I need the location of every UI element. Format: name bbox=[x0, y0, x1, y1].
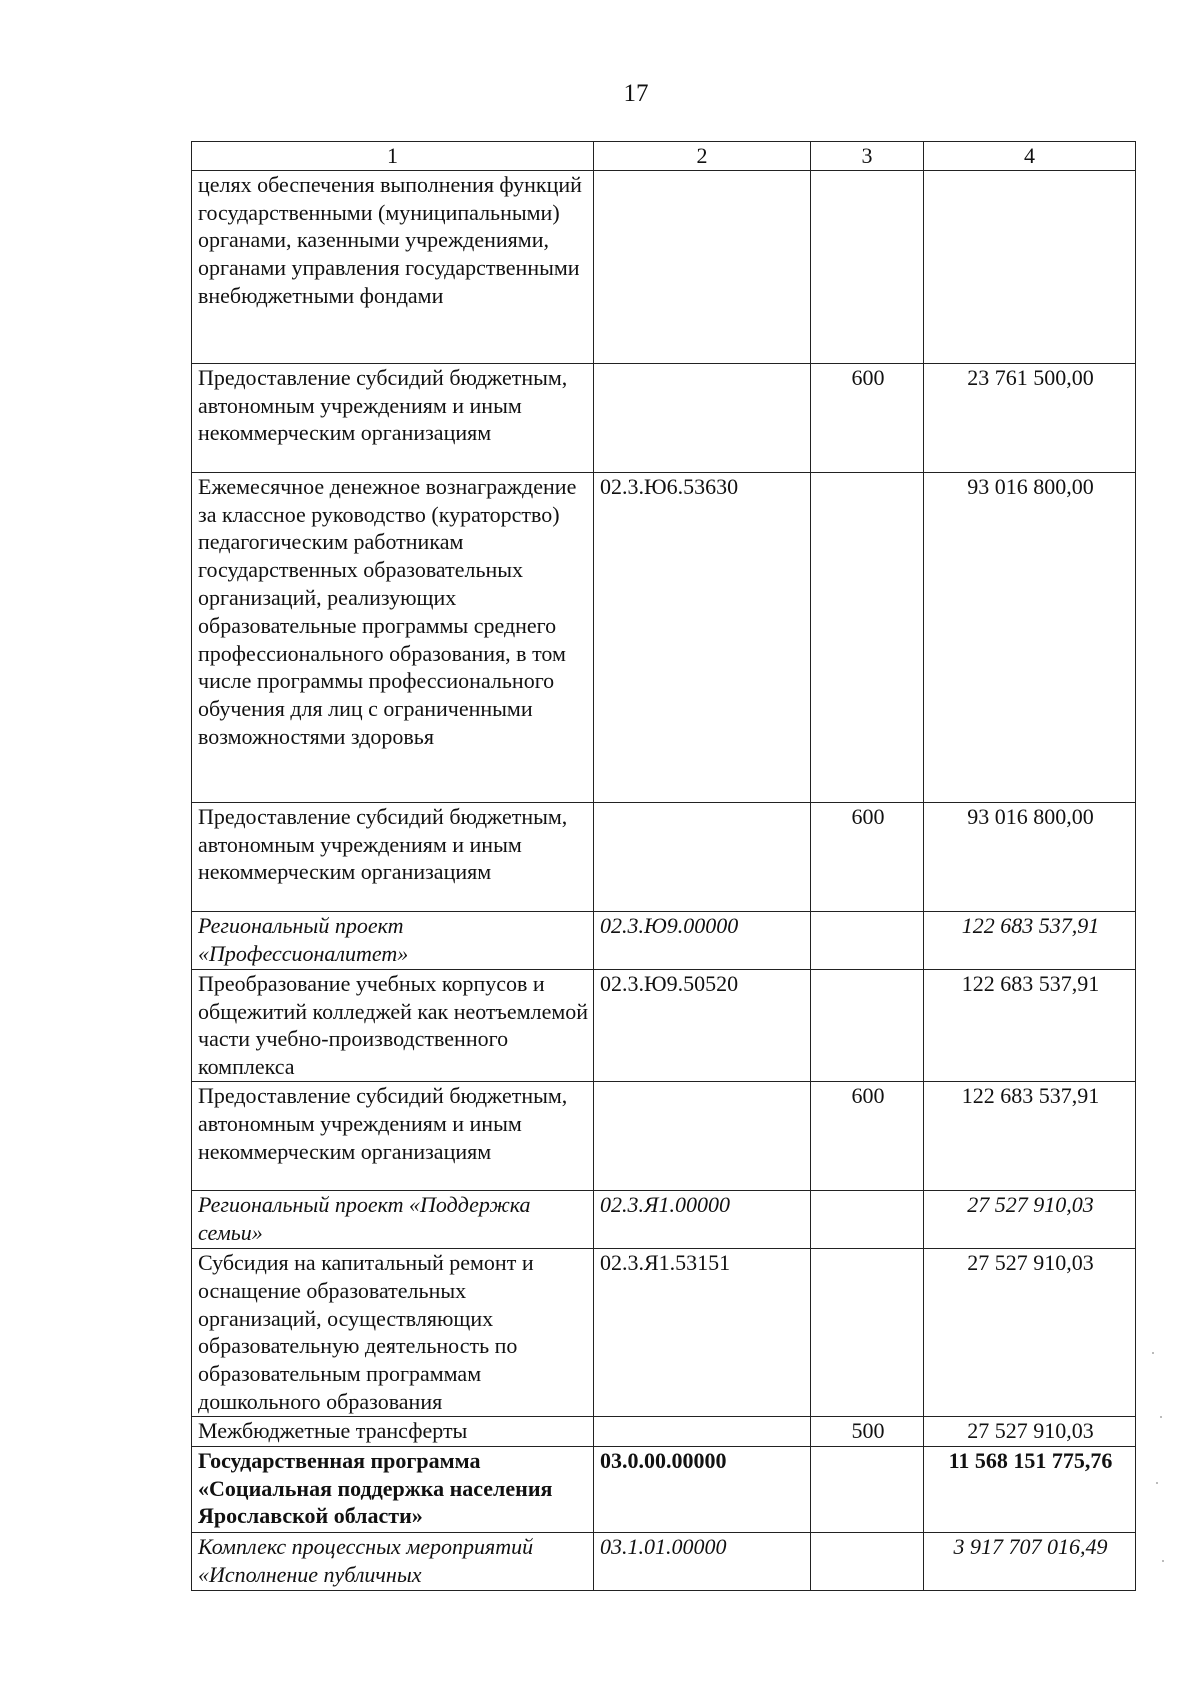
row-amount-cell: 122 683 537,91 bbox=[924, 1081, 1136, 1190]
scan-speck bbox=[1162, 1560, 1164, 1562]
row-name-cell: Региональный проект «Поддержка семьи» bbox=[192, 1190, 594, 1248]
table-row bbox=[192, 363, 1136, 472]
table-row bbox=[192, 170, 1136, 363]
row-name-cell: Субсидия на капитальный ремонт и оснащение образовательных организаций, осуществляющих образовательную деятельность по образовательным программам дошкольного образования bbox=[192, 1248, 594, 1416]
column-header-4: 4 bbox=[924, 142, 1136, 171]
scan-speck bbox=[1152, 1352, 1154, 1354]
table-row bbox=[192, 1532, 1136, 1590]
row-name-cell: Преобразование учебных корпусов и общежитий колледжей как неотъемлемой части учебно-производственного комплекса bbox=[192, 969, 594, 1081]
row-name-cell: целях обеспечения выполнения функций государственными (муниципальными) органами, казенными учреждениями, органами управления государственными внебюджетными фондами bbox=[192, 170, 594, 363]
row-name-cell: Государственная программа «Социальная поддержка населения Ярославской области» bbox=[192, 1446, 594, 1532]
row-name-cell: Предоставление субсидий бюджетным, автономным учреждениям и иным некоммерческим организациям bbox=[192, 1081, 594, 1190]
row-name-cell: Предоставление субсидий бюджетным, автономным учреждениям и иным некоммерческим организациям bbox=[192, 802, 594, 911]
scan-speck bbox=[1160, 1416, 1162, 1418]
table-row bbox=[192, 1081, 1136, 1190]
scan-speck bbox=[1156, 1482, 1158, 1484]
row-code-cell: 02.3.Я1.00000 bbox=[594, 1190, 811, 1248]
row-amount-cell: 27 527 910,03 bbox=[924, 1190, 1136, 1248]
column-header-2: 2 bbox=[594, 142, 811, 171]
table-row bbox=[192, 1190, 1136, 1248]
budget-table-body bbox=[192, 142, 1136, 1591]
column-header-3: 3 bbox=[811, 142, 924, 171]
row-name-cell: Предоставление субсидий бюджетным, автономным учреждениям и иным некоммерческим организациям bbox=[192, 363, 594, 472]
row-expense-type-cell bbox=[811, 170, 924, 363]
row-code-cell bbox=[594, 1081, 811, 1190]
budget-table bbox=[191, 141, 1136, 1591]
row-expense-type-cell bbox=[811, 1190, 924, 1248]
row-code-cell bbox=[594, 363, 811, 472]
row-amount-cell: 3 917 707 016,49 bbox=[924, 1532, 1136, 1590]
row-expense-type-cell bbox=[811, 472, 924, 802]
row-amount-cell: 93 016 800,00 bbox=[924, 472, 1136, 802]
row-name-cell: Региональный проект «Профессионалитет» bbox=[192, 911, 594, 969]
column-number-header-row bbox=[192, 142, 1136, 171]
table-row bbox=[192, 1446, 1136, 1532]
row-expense-type-cell: 600 bbox=[811, 802, 924, 911]
row-amount-cell: 122 683 537,91 bbox=[924, 911, 1136, 969]
row-code-cell: 03.1.01.00000 bbox=[594, 1532, 811, 1590]
row-name-cell: Комплекс процессных мероприятий «Исполнение публичных bbox=[192, 1532, 594, 1590]
row-code-cell bbox=[594, 802, 811, 911]
row-name-cell: Межбюджетные трансферты bbox=[192, 1416, 594, 1446]
table-row bbox=[192, 969, 1136, 1081]
column-header-1: 1 bbox=[192, 142, 594, 171]
row-code-cell: 02.3.Ю9.50520 bbox=[594, 969, 811, 1081]
row-expense-type-cell bbox=[811, 1248, 924, 1416]
row-name-cell: Ежемесячное денежное вознаграждение за классное руководство (кураторство) педагогическим работникам государственных образовательных организаций, реализующих образовательные программы среднего профессионального образования, в том числе программы профессионального обучения для лиц с ограниченными возможностями здоровья bbox=[192, 472, 594, 802]
row-expense-type-cell bbox=[811, 969, 924, 1081]
row-amount-cell: 27 527 910,03 bbox=[924, 1416, 1136, 1446]
table-row bbox=[192, 1248, 1136, 1416]
row-expense-type-cell bbox=[811, 911, 924, 969]
row-code-cell bbox=[594, 170, 811, 363]
row-expense-type-cell: 500 bbox=[811, 1416, 924, 1446]
row-expense-type-cell bbox=[811, 1532, 924, 1590]
row-code-cell bbox=[594, 1416, 811, 1446]
table-row bbox=[192, 802, 1136, 911]
row-amount-cell: 27 527 910,03 bbox=[924, 1248, 1136, 1416]
row-code-cell: 02.3.Я1.53151 bbox=[594, 1248, 811, 1416]
row-expense-type-cell: 600 bbox=[811, 1081, 924, 1190]
row-expense-type-cell: 600 bbox=[811, 363, 924, 472]
row-expense-type-cell bbox=[811, 1446, 924, 1532]
page-number: 17 bbox=[623, 80, 649, 107]
row-code-cell: 03.0.00.00000 bbox=[594, 1446, 811, 1532]
row-amount-cell: 93 016 800,00 bbox=[924, 802, 1136, 911]
row-code-cell: 02.3.Ю6.53630 bbox=[594, 472, 811, 802]
row-amount-cell: 122 683 537,91 bbox=[924, 969, 1136, 1081]
row-amount-cell: 23 761 500,00 bbox=[924, 363, 1136, 472]
row-amount-cell: 11 568 151 775,76 bbox=[924, 1446, 1136, 1532]
table-row bbox=[192, 1416, 1136, 1446]
table-row bbox=[192, 472, 1136, 802]
table-row bbox=[192, 911, 1136, 969]
row-amount-cell bbox=[924, 170, 1136, 363]
row-code-cell: 02.3.Ю9.00000 bbox=[594, 911, 811, 969]
